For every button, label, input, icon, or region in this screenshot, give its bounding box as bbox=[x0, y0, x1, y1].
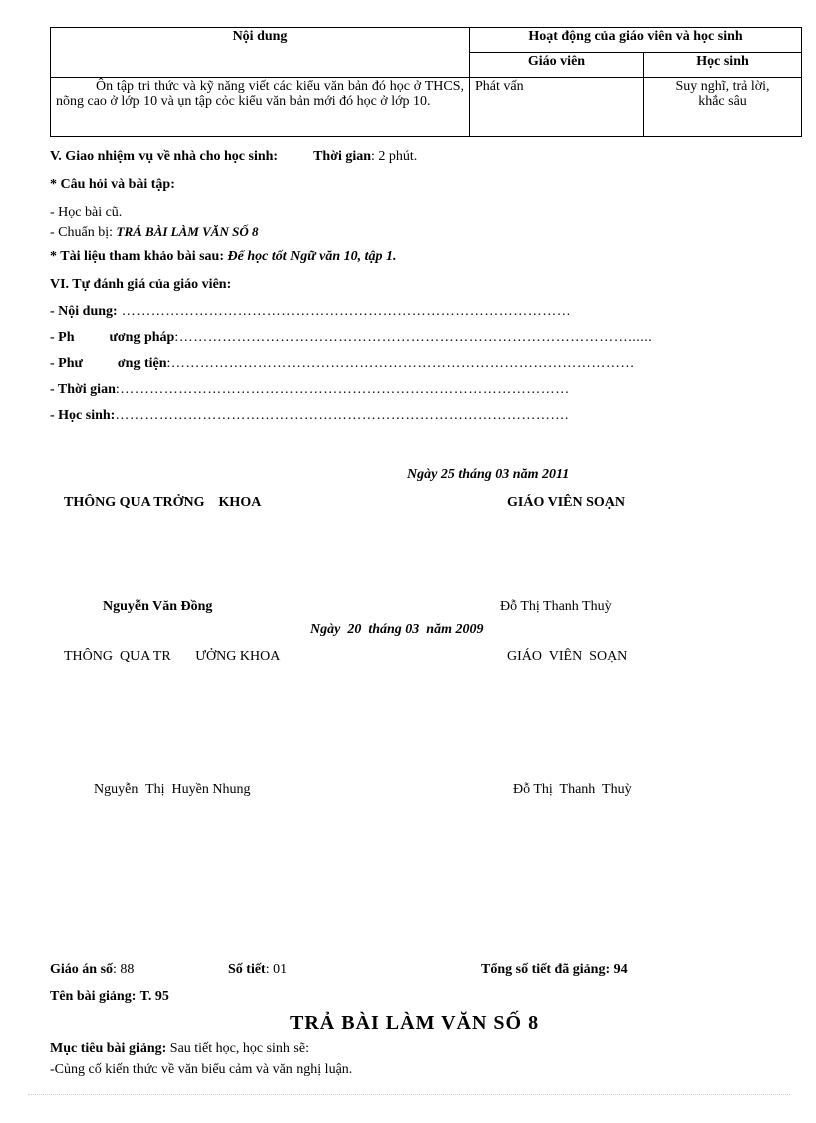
eval-content-line bbox=[50, 304, 571, 320]
signature1-date: Ngày 25 tháng 03 năm 2011 bbox=[407, 467, 570, 482]
eval-student-dots: …………………………………………………………………………………. bbox=[115, 408, 569, 423]
objective-item: -Củng cố kiến thức về văn biểu cảm và văn nghị luận. bbox=[50, 1062, 353, 1077]
homework-item-1: - Học bài cũ. bbox=[50, 205, 123, 220]
homework-item-2-value: TRẢ BÀI LÀM VĂN SỐ 8 bbox=[116, 224, 259, 239]
objective-line bbox=[50, 1041, 309, 1057]
eval-student-line bbox=[50, 408, 569, 424]
periods-line bbox=[228, 962, 287, 978]
eval-time-line bbox=[50, 382, 570, 398]
signature2-right-title: GIÁO VIÊN SOẠN bbox=[507, 649, 628, 664]
signature2-left-title: THÔNG QUA TR ƯỞNG KHOA bbox=[64, 649, 281, 664]
eval-means-label: - Phư ơng tiện bbox=[50, 356, 167, 371]
total-label: Tổng số tiết đã giảng bbox=[481, 962, 606, 977]
eval-content-label: - Nội dung: bbox=[50, 304, 118, 319]
header-content: Nội dung bbox=[51, 28, 470, 78]
header-student: Học sinh bbox=[644, 53, 802, 78]
student-activity-line2: khắc sâu bbox=[698, 93, 747, 109]
homework-item-2-label: - Chuẩn bị: bbox=[50, 225, 117, 240]
homework-heading: V. Giao nhiệm vụ về nhà cho học sinh: bbox=[50, 149, 279, 164]
periods-value: : 01 bbox=[265, 962, 288, 977]
signature1-left-name: Nguyễn Văn Đồng bbox=[103, 599, 213, 614]
student-activity-line1: Suy nghĩ, trả lời, bbox=[675, 79, 770, 94]
objective-label: Mục tiêu bài giảng: bbox=[50, 1041, 167, 1056]
content-cell bbox=[51, 78, 470, 137]
header-activity: Hoạt động của giáo viên và học sinh bbox=[470, 28, 802, 53]
plan-label: Giáo án số bbox=[50, 962, 114, 977]
content-text: Ôn tập tri thức và kỹ năng viết các kiểu văn bản đó học ở THCS, nõng cao ở lớp 10 và ụn tập cỏc kiểu văn bản mới đó học ở lớp 10. bbox=[56, 79, 464, 109]
plan-number-line bbox=[50, 962, 134, 978]
signature1-right-name: Đỗ Thị Thanh Thuỳ bbox=[500, 599, 612, 614]
questions-heading: * Câu hỏi và bài tập: bbox=[50, 177, 175, 192]
signature2-right-name: Đỗ Thị Thanh Thuỳ bbox=[513, 782, 632, 797]
header-teacher: Giáo viên bbox=[470, 53, 644, 78]
signature1-right-title: GIÁO VIÊN SOẠN bbox=[507, 495, 625, 510]
signature2-left-name: Nguyễn Thị Huyền Nhung bbox=[94, 782, 251, 797]
eval-means-dots: :…………………………………………………………………………………… bbox=[166, 356, 635, 371]
reference-value: Để học tốt Ngữ văn 10, tập 1. bbox=[227, 249, 397, 264]
eval-means-line bbox=[50, 356, 635, 372]
eval-time-dots: :………………………………………………………………………………… bbox=[115, 382, 570, 397]
eval-content-dots: ………………………………………………………………………………… bbox=[117, 304, 572, 319]
homework-item-2 bbox=[50, 225, 258, 241]
page-bottom-rule bbox=[28, 1094, 790, 1095]
lesson-name: Tên bài giảng: T. 95 bbox=[50, 989, 169, 1004]
teacher-activity-cell: Phát vấn bbox=[470, 78, 644, 137]
signature1-left-title: THÔNG QUA TRỞNG KHOA bbox=[64, 495, 262, 510]
total-value: : 94 bbox=[605, 962, 628, 977]
reference-label: * Tài liệu tham khảo bài sau: bbox=[50, 249, 228, 264]
eval-method-label: - Ph ương pháp bbox=[50, 330, 175, 345]
homework-heading-line bbox=[50, 149, 417, 165]
periods-label: Số tiết bbox=[228, 962, 266, 977]
total-periods-line bbox=[481, 962, 628, 978]
plan-value: : 88 bbox=[113, 962, 135, 977]
signature2-date: Ngày 20 tháng 03 năm 2009 bbox=[310, 622, 484, 637]
lesson-activity-table bbox=[50, 27, 802, 137]
student-activity-cell bbox=[644, 78, 802, 137]
lesson-title: TRẢ BÀI LÀM VĂN SỐ 8 bbox=[290, 1012, 540, 1034]
eval-student-label: - Học sinh: bbox=[50, 408, 116, 423]
homework-time-label: Thời gian bbox=[313, 149, 372, 164]
self-eval-heading: VI. Tự đánh giá của giáo viên: bbox=[50, 277, 232, 292]
homework-time-value: : 2 phút. bbox=[371, 149, 418, 164]
reference-line bbox=[50, 249, 397, 265]
eval-method-line bbox=[50, 330, 652, 346]
eval-time-label: - Thời gian bbox=[50, 382, 116, 397]
eval-method-dots: :…………………………………………………………………………………...... bbox=[174, 330, 653, 345]
objective-value: Sau tiết học, học sinh sẽ: bbox=[166, 1041, 309, 1056]
